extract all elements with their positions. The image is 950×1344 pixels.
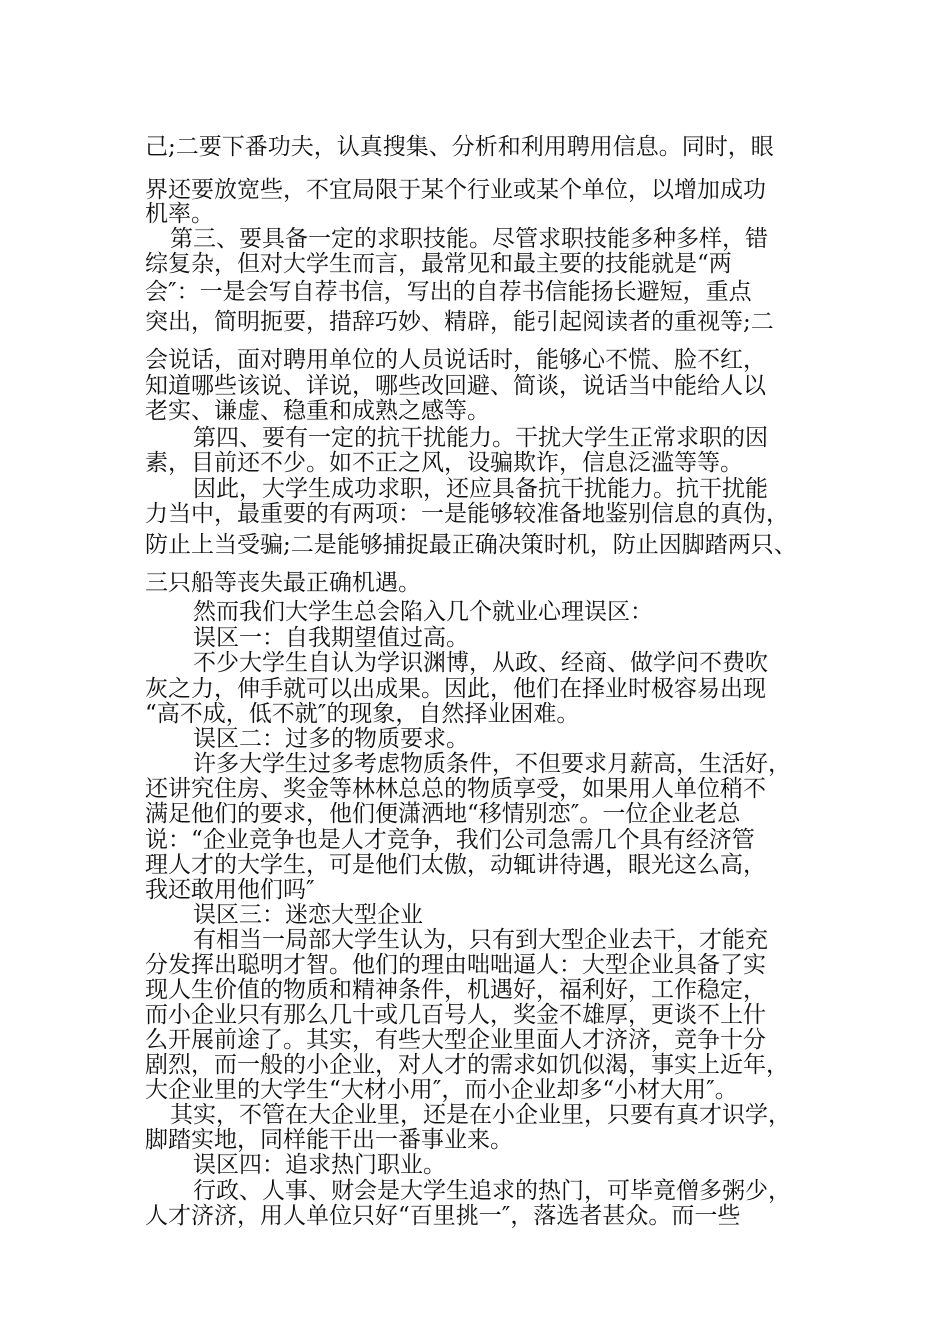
text-line: 误区二：过多的物质要求。 — [193, 726, 469, 752]
text-line: 误区一：自我期望值过高。 — [193, 625, 469, 651]
text-line: 剧烈，而一般的小企业，对人才的需求如饥似渴，事实上近年， — [145, 1052, 789, 1078]
text-line: 防止上当受骗;二是能够捕捉最正确决策时机，防止因脚踏两只、 — [145, 532, 797, 558]
text-line: 界还要放宽些，不宜局限于某个行业或某个单位，以增加成功 — [145, 177, 766, 203]
text-line: 突出，简明扼要，措辞巧妙、精辟，能引起阅读者的重视等;二 — [145, 309, 774, 335]
text-line: 素，目前还不少。如不正之风，设骗欺诈，信息泛滥等等。 — [145, 450, 743, 476]
text-line: 然而我们大学生总会陷入几个就业心理误区： — [193, 599, 653, 625]
text-line: 因此，大学生成功求职，还应具备抗干扰能力。抗干扰能 — [193, 476, 768, 502]
text-line: “高不成，低不就″的现象，自然择业困难。 — [145, 701, 580, 727]
text-line: 力当中，最重要的有两项：一是能够较准备地鉴别信息的真伪， — [145, 501, 789, 527]
text-line: 会说话，面对聘用单位的人员说话时，能够心不慌、脸不红， — [145, 347, 766, 373]
text-line: 行政、人事、财会是大学生追求的热门，可毕竟僧多粥少， — [193, 1178, 791, 1204]
text-line: 分发挥出聪明才智。他们的理由咄咄逼人：大型企业具备了实 — [145, 952, 766, 978]
text-line: 三只船等丧失最正确机遇。 — [145, 570, 421, 596]
text-line: 许多大学生过多考虑物质条件，不但要求月薪高，生活好， — [193, 751, 791, 777]
text-line: 大企业里的大学生“大材小用″，而小企业却多“小材大用″。 — [145, 1077, 738, 1103]
text-line: 知道哪些该说、详说，哪些改回避、简谈，说话当中能给人以 — [145, 373, 766, 399]
text-line: 理人才的大学生，可是他们太傲，动辄讲待遇，眼光这么高， — [145, 852, 766, 878]
text-line: 误区四：追求热门职业。 — [193, 1152, 446, 1178]
text-line: 误区三：迷恋大型企业 — [193, 902, 423, 928]
text-line: 人才济济，用人单位只好“百里挑一″，落选者甚众。而一些 — [145, 1203, 741, 1229]
text-line: 己;二要下番功夫，认真搜集、分析和利用聘用信息。同时，眼 — [145, 134, 774, 160]
text-line: 灰之力，伸手就可以出成果。因此，他们在择业时极容易出现 — [145, 676, 766, 702]
text-line: 第三、要具备一定的求职技能。尽管求职技能多种多样，错 — [170, 226, 768, 252]
text-line: 满足他们的要求，他们便潇洒地“移情别恋″。一位企业老总 — [145, 801, 741, 827]
text-line: 老实、谦虚、稳重和成熟之感等。 — [145, 398, 490, 424]
text-line: 说：“企业竞争也是人才竞争，我们公司急需几个具有经济管 — [145, 827, 755, 853]
text-line: 还讲究住房、奖金等林林总总的物质享受，如果用人单位稍不 — [145, 776, 766, 802]
text-line: 第四、要有一定的抗干扰能力。干扰大学生正常求职的因 — [193, 425, 768, 451]
text-line: 有相当一局部大学生认为，只有到大型企业去干，才能充 — [193, 927, 768, 953]
text-line: 现人生价值的物质和精神条件，机遇好，福利好，工作稳定， — [145, 977, 766, 1003]
text-line: 脚踏实地，同样能干出一番事业来。 — [145, 1127, 513, 1153]
text-line: 么开展前途了。其实，有些大型企业里面人才济济，竞争十分 — [145, 1027, 766, 1053]
text-line: 机率。 — [145, 201, 214, 227]
text-line: 会″：一是会写自荐书信，写出的自荐书信能扬长避短，重点 — [145, 279, 752, 305]
text-line: 其实，不管在大企业里，还是在小企业里，只要有真才识学， — [170, 1102, 791, 1128]
text-line: 而小企业只有那么几十或几百号人，奖金不雄厚，更谈不上什 — [145, 1002, 766, 1028]
text-line: 不少大学生自认为学识渊博，从政、经商、做学问不费吹 — [193, 650, 768, 676]
text-line: 我还敢用他们吗″ — [145, 877, 315, 903]
text-line: 综复杂，但对大学生而言，最常见和最主要的技能就是“两 — [145, 251, 732, 277]
